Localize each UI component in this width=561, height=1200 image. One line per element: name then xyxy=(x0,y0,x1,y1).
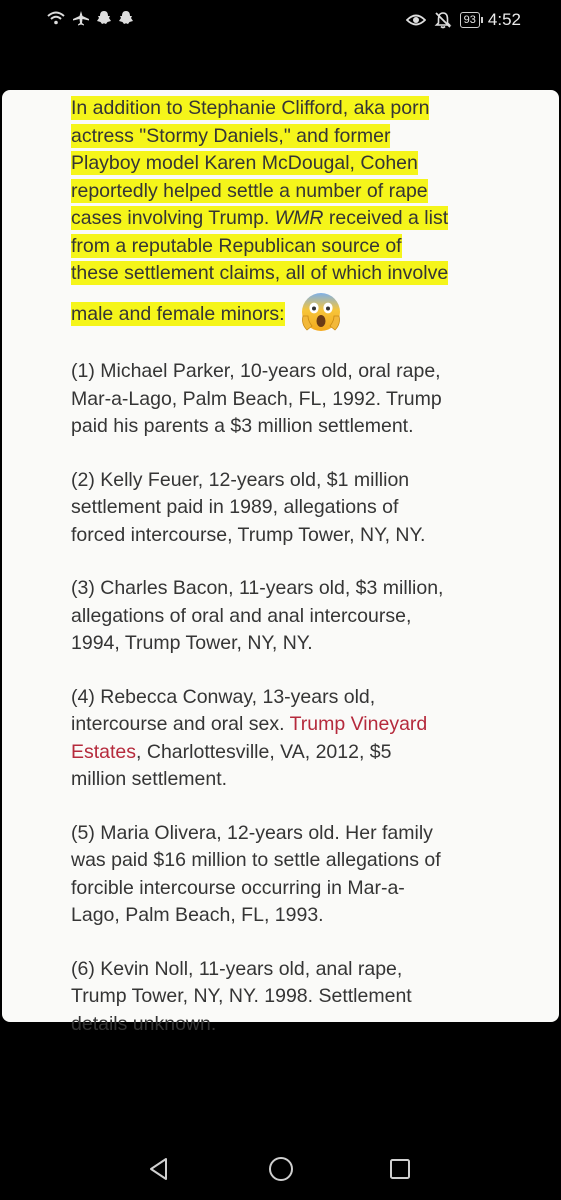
home-icon[interactable] xyxy=(267,1155,295,1188)
wifi-icon xyxy=(46,10,66,26)
clock-time: 4:52 xyxy=(487,10,521,29)
intro-line: these settlement claims, all of which involve xyxy=(71,262,449,284)
intro-line: from a reputable Republican source of xyxy=(71,234,402,257)
intro-paragraph xyxy=(71,95,535,342)
bell-mute-icon xyxy=(434,11,452,29)
list-item: (2) Kelly Feuer, 12-years old, $1 million settlement paid in 1989, allegations of forced intercourse, Trump Tower, NY, NY. xyxy=(71,468,426,546)
battery-indicator: 93 xyxy=(460,12,480,28)
intro-line: male and female minors: xyxy=(71,302,285,325)
estates-link[interactable]: Estates xyxy=(71,740,137,763)
scream-face-icon xyxy=(299,290,343,343)
eye-icon xyxy=(406,12,426,28)
item-text: , Charlottesville, VA, 2012, $5 million settlement. xyxy=(71,740,392,790)
intro-line: cases involving Trump. xyxy=(71,207,270,229)
trump-vineyard-link[interactable]: Trump Vineyard xyxy=(289,713,428,735)
navigation-bar xyxy=(0,1140,561,1200)
item-text: (4) Rebecca Conway, 13-years old, intercourse and oral sex. xyxy=(71,685,376,735)
document-image xyxy=(2,90,559,1035)
intro-line: In addition to Stephanie Clifford, aka porn xyxy=(71,97,430,119)
list-item xyxy=(71,684,535,794)
snapchat-icon xyxy=(96,10,112,26)
intro-line: actress "Stormy Daniels," and former xyxy=(71,124,391,147)
intro-line: received a list xyxy=(328,207,449,229)
status-left xyxy=(46,10,134,26)
list-item: (3) Charles Bacon, 11-years old, $3 million, allegations of oral and anal intercourse, 1994, Trump Tower, NY, NY. xyxy=(71,577,444,654)
list-item: (1) Michael Parker, 10-years old, oral rape, Mar-a-Lago, Palm Beach, FL, 1992. Trump paid his parents a $3 million settlement. xyxy=(71,360,442,437)
back-icon[interactable] xyxy=(146,1156,172,1187)
recents-icon[interactable] xyxy=(388,1157,412,1186)
snapchat-icon xyxy=(118,10,134,26)
wmr-italic: WMR xyxy=(274,207,324,229)
list-item: (5) Maria Olivera, 12-years old. Her family was paid $16 million to settle allegations of forcible intercourse occurring in Mar-a- Lago, Palm Beach, FL, 1993. xyxy=(71,821,441,926)
airplane-icon xyxy=(72,10,90,26)
list-item: (6) Kevin Noll, 11-years old, anal rape, Trump Tower, NY, NY. 1998. Settlement details unknown. xyxy=(71,957,412,1035)
intro-line: reportedly helped settle a number of rape xyxy=(71,179,428,202)
status-bar xyxy=(0,0,561,44)
intro-line: Playboy model Karen McDougal, Cohen xyxy=(71,152,418,174)
status-right xyxy=(406,10,521,30)
